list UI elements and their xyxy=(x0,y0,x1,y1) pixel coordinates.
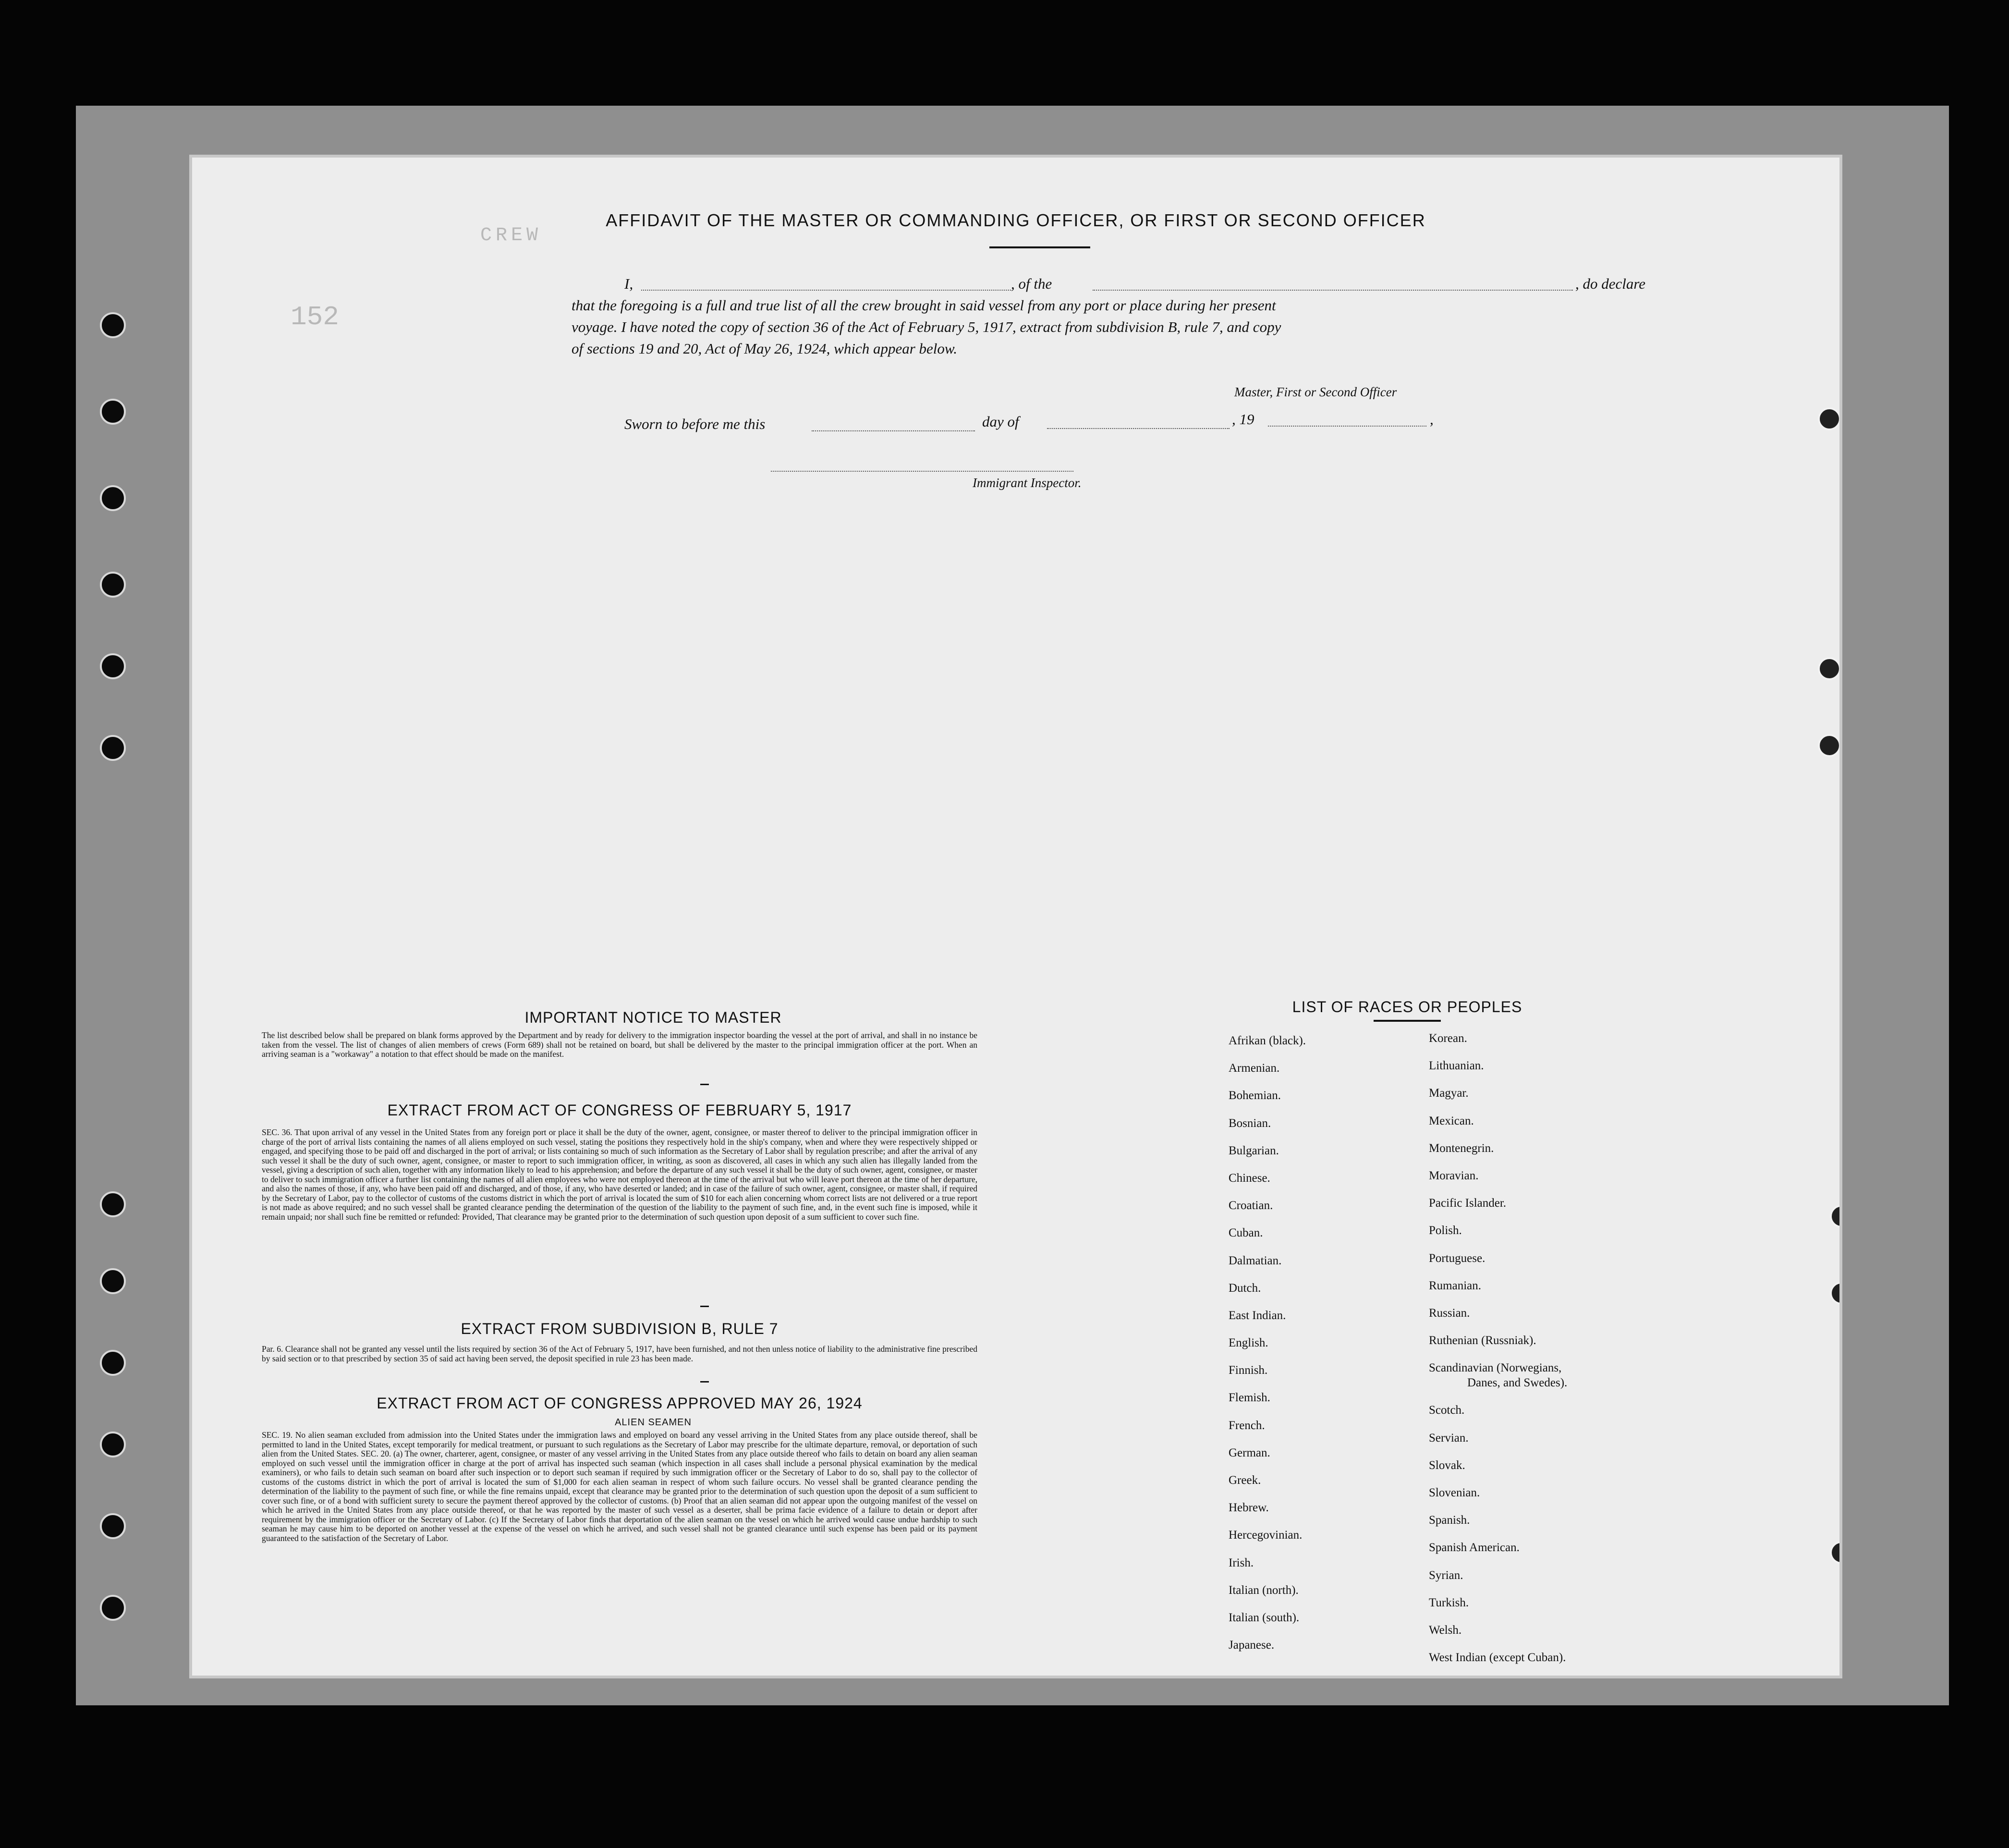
extract-1924-title: EXTRACT FROM ACT OF CONGRESS APPROVED MAY 26, 1924 xyxy=(377,1395,863,1412)
race-item: Bohemian. xyxy=(1229,1089,1281,1102)
declarant-label: I, xyxy=(624,275,633,292)
race-item: Syrian. xyxy=(1429,1568,1463,1582)
race-item: East Indian. xyxy=(1229,1309,1286,1322)
vessel-name-field[interactable] xyxy=(1093,290,1573,291)
race-item: Finnish. xyxy=(1229,1364,1268,1377)
page-hole xyxy=(1818,734,1839,757)
binder-hole xyxy=(100,1191,126,1217)
extract-1917-title: EXTRACT FROM ACT OF CONGRESS OF FEBRUARY 5, 1917 xyxy=(387,1101,852,1119)
page-hole xyxy=(1818,407,1839,430)
race-item: Greek. xyxy=(1229,1474,1261,1487)
sworn-label: Sworn to before me this xyxy=(624,416,766,432)
affidavit-page xyxy=(192,158,1839,1676)
page-hole xyxy=(1830,1205,1839,1228)
race-item: West Indian (except Cuban). xyxy=(1429,1651,1566,1664)
races-column-1 xyxy=(1229,1034,1306,1666)
page-hole xyxy=(1830,1282,1839,1305)
binder-hole xyxy=(100,1432,126,1457)
race-item: Lithuanian. xyxy=(1429,1059,1484,1073)
alien-seamen-subtitle: ALIEN SEAMEN xyxy=(615,1417,692,1428)
race-item: Ruthenian (Russniak). xyxy=(1429,1334,1536,1347)
page-hole xyxy=(1830,1541,1839,1564)
extract-1917-text: SEC. 36. That upon arrival of any vessel in the United States from any foreign port or place it shall be the duty of the owner, agent, consignee, or master thereof to deliver to the principal immigration officer in charge of the port of arrival lists containing the names of all aliens employed on such vessel, stating the positions they respectively hold in the ship's company, when and where they were respectively shipped or engaged, and specifying those to be paid off and discharged in the port of arrival; or lists containing so much of such information as the Secretary of Labor shall by regulation prescribe; and after the arrival of any such vessel it shall be the duty of such owner, agent, consignee, or master to report to such immigration officer, in writing, as soon as discovered, all cases in which any such alien has illegally landed from the vessel, giving a description of such alien, together with any information likely to lead to his apprehension; and before the departure of any such vessel it shall be the duty of such owner, agent, consignee, or master to deliver to such immigration officer a further list containing the names of all alien employees who were not employed thereon at the time of the arrival but who will leave port thereon at the time of her departure, and also the names of those, if any, who have been paid off and discharged, and of those, if any, who have deserted or landed; and in case of the failure of such owner, agent, consignee, or master shall, if required by the Secretary of Labor, pay to the collector of customs of the customs district in which the port of arrival is located the sum of $10 for each alien concerning whom correct lists are not delivered or a true report is not made as above required; and no such vessel shall be granted clearance pending the determination of the question of the liability to the payment of such fine, and, in the event such fine is imposed, while it remain unpaid; nor shall such fine be remitted or refunded: Provided, That clearance may be granted prior to the determination of such question upon deposit of a sum sufficient to cover such fine. xyxy=(262,1127,977,1222)
race-item: Servian. xyxy=(1429,1431,1469,1444)
inspector-label: Immigrant Inspector. xyxy=(973,476,1082,490)
race-item: Turkish. xyxy=(1429,1596,1469,1609)
sworn-month-field[interactable] xyxy=(1047,428,1230,429)
binder-hole xyxy=(100,1595,126,1621)
race-item: Hebrew. xyxy=(1229,1501,1269,1515)
race-item: Mexican. xyxy=(1429,1114,1474,1127)
race-item: Korean. xyxy=(1429,1032,1467,1045)
binder-hole xyxy=(100,572,126,598)
title-rule xyxy=(989,246,1090,248)
race-item: Dalmatian. xyxy=(1229,1254,1282,1267)
binder-hole xyxy=(100,653,126,679)
binder-hole xyxy=(100,1513,126,1539)
binder-hole xyxy=(100,735,126,761)
race-item: Bulgarian. xyxy=(1229,1144,1279,1157)
race-item: French. xyxy=(1229,1419,1265,1432)
races-title: LIST OF RACES OR PEOPLES xyxy=(1292,998,1522,1016)
race-item: Magyar. xyxy=(1429,1087,1469,1100)
section-rule xyxy=(700,1084,709,1085)
bleed-through-heading: CREW xyxy=(480,225,542,246)
race-item: Welsh. xyxy=(1429,1623,1462,1637)
bleed-through-number: 152 xyxy=(291,302,339,332)
race-item: Chinese. xyxy=(1229,1171,1270,1185)
extract-1924-text: SEC. 19. No alien seaman excluded from admission into the United States under the immigration laws and employed on board any vessel arriving in the United States from any place outside thereof, shall be permitted to land in the United States, except temporarily for medical treatment, or pursuant to such regulations as the Secretary of Labor may prescribe for the ultimate departure, removal, or deportation of such alien from the United States. SEC. 20. (a) The owner, charterer, agent, consignee, or master of any vessel arriving in the United States from any place outside thereof who fails to detain on board any alien seaman employed on such vessel until the immigration officer in charge at the port of arrival has inspected such seaman (which inspection in all cases shall include a personal physical examination by the medical examiners), or who fails to detain such seaman on board after such inspection or to deport such seaman if required by such immigration officer or the Secretary of Labor to do so, shall pay to the collector of customs of the customs district in which the port of arrival is located the sum of $1,000 for each alien seaman in respect of whom such failure occurs. No vessel shall be granted clearance pending the determination of the liability to the payment of such fine, or while the fine remains unpaid, except that clearance may be granted prior to the determination of such question upon the deposit of a sum sufficient to cover such fine, or of a bond with sufficient surety to secure the payment thereof approved by the collector of customs. (b) Proof that an alien seaman did not appear upon the outgoing manifest of the vessel on which he arrived in the United States from any place outside thereof, or that he was reported by the master of such vessel as a deserter, shall be prima facie evidence of a failure to detain or deport after requirement by the immigration officer or the Secretary of Labor. (c) If the Secretary of Labor finds that deportation of the alien seaman on the vessel on which he arrived would cause undue hardship to such seaman he may cause him to be deported on another vessel at the expense of the vessel on which he arrived, and such vessel shall not be granted clearance until such expense has been paid or its payment guaranteed to the satisfaction of the Secretary of Labor. xyxy=(262,1430,977,1543)
declaration-line: of sections 19 and 20, Act of May 26, 1924, which appear below. xyxy=(572,340,958,357)
race-item-continued: Danes, and Swedes). xyxy=(1467,1376,1568,1390)
master-signature-label: Master, First or Second Officer xyxy=(1234,385,1397,399)
race-item: Croatian. xyxy=(1229,1199,1273,1212)
race-item: German. xyxy=(1229,1446,1270,1459)
do-declare-label: , do declare xyxy=(1575,275,1646,292)
race-item: Spanish American. xyxy=(1429,1541,1520,1554)
binder-hole xyxy=(100,1350,126,1376)
race-item: Hercegovinian. xyxy=(1229,1529,1303,1542)
of-the-label: , of the xyxy=(1011,275,1052,292)
race-item: Italian (south). xyxy=(1229,1611,1300,1624)
day-of-label: day of xyxy=(982,413,1019,430)
race-item: Dutch. xyxy=(1229,1281,1261,1295)
race-item: Portuguese. xyxy=(1429,1251,1485,1265)
section-rule xyxy=(700,1381,709,1383)
races-title-rule xyxy=(1374,1020,1441,1022)
race-item: Slovak. xyxy=(1429,1458,1465,1472)
race-item: Russian. xyxy=(1429,1306,1470,1320)
race-item: Slovenian. xyxy=(1429,1486,1480,1499)
binder-hole xyxy=(100,1268,126,1294)
race-item: Montenegrin. xyxy=(1429,1141,1494,1155)
sworn-day-field[interactable] xyxy=(812,430,975,431)
binder-hole xyxy=(100,312,126,338)
race-item: Italian (north). xyxy=(1229,1583,1299,1597)
page-hole xyxy=(1818,657,1839,680)
binder-hole xyxy=(100,399,126,425)
race-item: Scandinavian (Norwegians, xyxy=(1429,1361,1562,1375)
declaration-line: that the foregoing is a full and true list of all the crew brought in said vessel from any port or place during her present xyxy=(572,297,1276,314)
declarant-name-field[interactable] xyxy=(641,290,1011,291)
section-rule xyxy=(700,1306,709,1307)
race-item: Japanese. xyxy=(1229,1639,1275,1652)
sworn-year-field[interactable] xyxy=(1268,426,1426,427)
rule7-text: Par. 6. Clearance shall not be granted any vessel until the lists required by section 36 of the Act of February 5, 1917, have been furnished, and not then unless notice of liability to the administrative fine prescribed by said section or to that prescribed by section 35 of said act having been served, the deposit specified in rule 23 has been made. xyxy=(262,1344,977,1363)
race-item: Cuban. xyxy=(1229,1226,1263,1240)
race-item: Rumanian. xyxy=(1429,1279,1482,1292)
race-item: Spanish. xyxy=(1429,1514,1470,1527)
year-label: , 19 xyxy=(1232,411,1254,428)
race-item: Armenian. xyxy=(1229,1062,1280,1075)
race-item: Afrikan (black). xyxy=(1229,1034,1306,1047)
rule7-title: EXTRACT FROM SUBDIVISION B, RULE 7 xyxy=(461,1320,779,1337)
race-item: Bosnian. xyxy=(1229,1116,1271,1130)
race-item: Polish. xyxy=(1429,1224,1462,1237)
binder-hole xyxy=(100,485,126,511)
year-comma: , xyxy=(1430,411,1434,428)
race-item: Pacific Islander. xyxy=(1429,1197,1507,1210)
declaration-line: voyage. I have noted the copy of section 36 of the Act of February 5, 1917, extract from subdivision B, rule 7, and copy xyxy=(572,318,1281,335)
notice-title: IMPORTANT NOTICE TO MASTER xyxy=(524,1009,782,1026)
race-item: Flemish. xyxy=(1229,1391,1270,1405)
race-item: Moravian. xyxy=(1429,1169,1479,1182)
races-column-2 xyxy=(1429,1032,1567,1676)
inspector-signature-field[interactable] xyxy=(771,471,1073,472)
race-item: Scotch. xyxy=(1429,1404,1465,1417)
race-item: Irish. xyxy=(1229,1556,1254,1569)
affidavit-title: AFFIDAVIT OF THE MASTER OR COMMANDING OFFICER, OR FIRST OR SECOND OFFICER xyxy=(606,210,1426,230)
race-item: English. xyxy=(1229,1336,1268,1350)
notice-text: The list described below shall be prepared on blank forms approved by the Department and by ready for delivery to the immigration inspector boarding the vessel at the port of arrival, and shall in no instance be taken from the vessel. The list of changes of alien members of crews (Form 689) shall not be retained on board, but shall be delivered by the master to the principal immigration officer at the port. When an arriving seaman is a "workaway" a notation to that effect should be made on the manifest. xyxy=(262,1030,977,1059)
